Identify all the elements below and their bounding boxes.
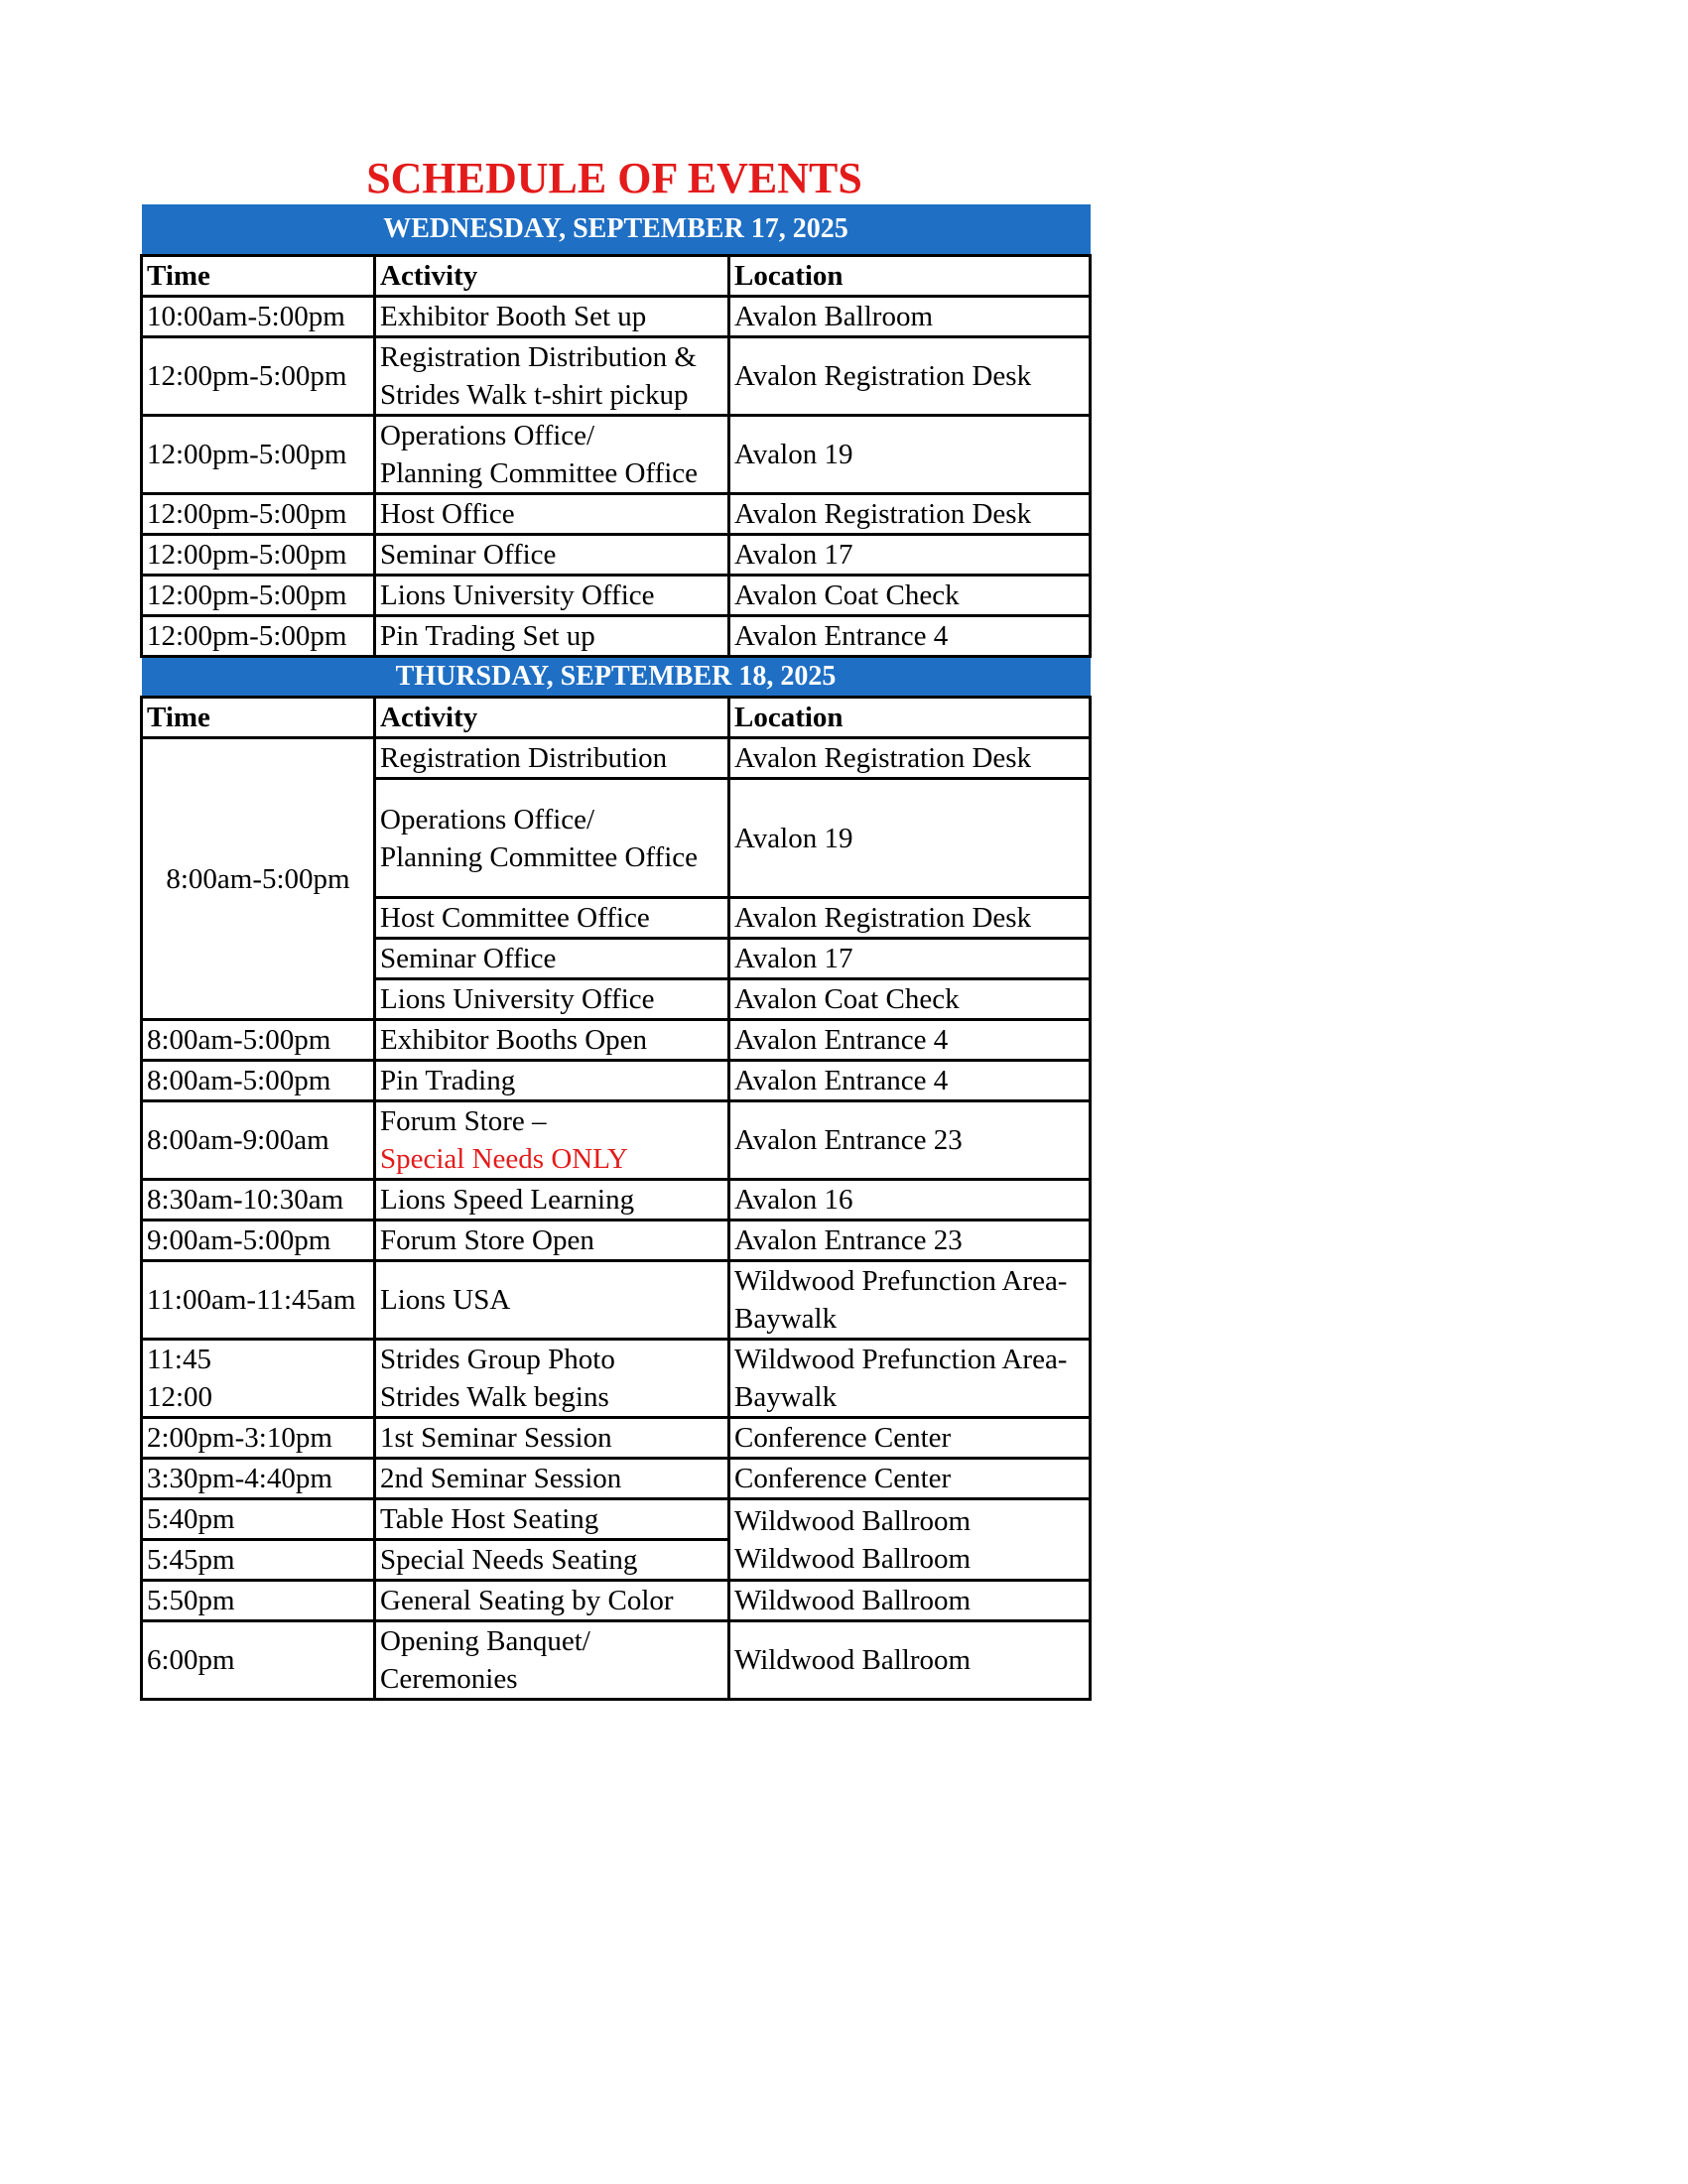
location-cell: Avalon Entrance 4 — [729, 1061, 1091, 1101]
location-line: Wildwood Ballroom — [734, 1542, 972, 1575]
activity-cell: 2nd Seminar Session — [375, 1459, 729, 1499]
table-row — [142, 1020, 1091, 1061]
table-row — [142, 616, 1091, 657]
column-header-activity: Activity — [375, 698, 729, 738]
activity-cell: 1st Seminar Session — [375, 1418, 729, 1459]
activity-cell: Pin Trading Set up — [375, 616, 729, 657]
activity-cell: Lions Speed Learning — [375, 1180, 729, 1220]
activity-line: Operations Office/ — [380, 803, 595, 835]
activity-cell: Host Committee Office — [375, 898, 729, 939]
column-header-time: Time — [142, 698, 375, 738]
table-row — [142, 1261, 1091, 1340]
table-row — [142, 535, 1091, 576]
time-cell: 2:00pm-3:10pm — [142, 1418, 375, 1459]
activity-cell: Exhibitor Booth Set up — [375, 297, 729, 337]
time-cell: 10:00am-5:00pm — [142, 297, 375, 337]
location-cell: Avalon 16 — [729, 1180, 1091, 1220]
table-row — [142, 1418, 1091, 1459]
time-cell: 3:30pm-4:40pm — [142, 1459, 375, 1499]
activity-line: Strides Walk begins — [380, 1381, 609, 1413]
location-cell: Wildwood Ballroom — [729, 1621, 1091, 1700]
table-row — [142, 1220, 1091, 1261]
activity-cell — [375, 1101, 729, 1180]
location-cell: Conference Center — [729, 1418, 1091, 1459]
table-row — [142, 337, 1091, 416]
location-cell: Avalon Registration Desk — [729, 337, 1091, 416]
location-cell: Avalon Registration Desk — [729, 898, 1091, 939]
time-cell: 12:00pm-5:00pm — [142, 337, 375, 416]
table-row — [142, 416, 1091, 494]
time-cell: 9:00am-5:00pm — [142, 1220, 375, 1261]
location-line: Baywalk — [734, 1303, 838, 1335]
location-cell: Avalon Coat Check — [729, 576, 1091, 616]
location-cell — [729, 1261, 1091, 1340]
page-title: SCHEDULE OF EVENTS — [366, 154, 862, 202]
activity-cell — [375, 337, 729, 416]
time-cell: 8:00am-9:00am — [142, 1101, 375, 1180]
activity-cell: Pin Trading — [375, 1061, 729, 1101]
time-line: 11:45 — [147, 1344, 211, 1375]
activity-cell: Registration Distribution — [375, 738, 729, 779]
activity-cell: General Seating by Color — [375, 1581, 729, 1621]
time-cell-group: 8:00am-5:00pm — [142, 738, 375, 1020]
activity-cell: Table Host Seating — [375, 1499, 729, 1540]
location-cell: Wildwood Ballroom — [729, 1581, 1091, 1621]
day-heading: THURSDAY, SEPTEMBER 18, 2025 — [142, 657, 1091, 698]
activity-cell: Seminar Office — [375, 939, 729, 979]
location-cell: Avalon Registration Desk — [729, 738, 1091, 779]
activity-line: Operations Office/ — [380, 420, 595, 451]
location-cell: Avalon Entrance 4 — [729, 1020, 1091, 1061]
column-header-activity: Activity — [375, 256, 729, 297]
activity-cell: Special Needs Seating — [375, 1540, 729, 1581]
location-cell: Avalon Ballroom — [729, 297, 1091, 337]
table-row — [142, 1499, 1091, 1540]
time-cell: 8:00am-5:00pm — [142, 1061, 375, 1101]
location-line: Baywalk — [734, 1381, 838, 1413]
location-cell: Avalon 17 — [729, 939, 1091, 979]
time-cell: 12:00pm-5:00pm — [142, 535, 375, 576]
activity-line: Registration Distribution & — [380, 341, 697, 373]
time-cell: 12:00pm-5:00pm — [142, 616, 375, 657]
time-cell: 6:00pm — [142, 1621, 375, 1700]
time-cell: 5:50pm — [142, 1581, 375, 1621]
activity-line: Ceremonies — [380, 1663, 518, 1695]
table-row — [142, 494, 1091, 535]
table-row — [142, 1459, 1091, 1499]
location-cell: Avalon Coat Check — [729, 979, 1091, 1020]
activity-cell: Host Office — [375, 494, 729, 535]
location-cell — [729, 1499, 1091, 1581]
column-header-location: Location — [729, 256, 1091, 297]
table-row — [142, 1061, 1091, 1101]
time-cell — [142, 1340, 375, 1418]
location-cell: Avalon 19 — [729, 416, 1091, 494]
column-header-row — [142, 698, 1091, 738]
table-row — [142, 1581, 1091, 1621]
time-line: 12:00 — [147, 1381, 213, 1413]
activity-cell: Lions University Office — [375, 576, 729, 616]
location-cell: Avalon Entrance 4 — [729, 616, 1091, 657]
activity-cell: Exhibitor Booths Open — [375, 1020, 729, 1061]
activity-cell — [375, 779, 729, 898]
activity-line: Planning Committee Office — [380, 457, 699, 489]
column-header-location: Location — [729, 698, 1091, 738]
day-header-row — [142, 657, 1091, 698]
time-cell: 8:00am-5:00pm — [142, 1020, 375, 1061]
time-cell: 12:00pm-5:00pm — [142, 416, 375, 494]
table-row — [142, 1621, 1091, 1700]
location-cell: Conference Center — [729, 1459, 1091, 1499]
table-row — [142, 738, 1091, 779]
location-line: Wildwood Prefunction Area- — [734, 1344, 1068, 1375]
activity-cell: Lions USA — [375, 1261, 729, 1340]
column-header-time: Time — [142, 256, 375, 297]
activity-line: Strides Group Photo — [380, 1344, 615, 1375]
location-cell — [729, 1340, 1091, 1418]
day-header-row — [142, 204, 1091, 256]
table-row — [142, 1180, 1091, 1220]
schedule-table — [140, 204, 1092, 1701]
table-row — [142, 576, 1091, 616]
time-cell: 11:00am-11:45am — [142, 1261, 375, 1340]
activity-line: Strides Walk t-shirt pickup — [380, 379, 689, 411]
time-cell: 5:45pm — [142, 1540, 375, 1581]
time-cell: 12:00pm-5:00pm — [142, 494, 375, 535]
location-line: Wildwood Ballroom — [734, 1504, 972, 1537]
activity-cell: Lions University Office — [375, 979, 729, 1020]
time-cell: 12:00pm-5:00pm — [142, 576, 375, 616]
location-line: Wildwood Prefunction Area- — [734, 1265, 1068, 1297]
activity-cell — [375, 1621, 729, 1700]
time-cell: 5:40pm — [142, 1499, 375, 1540]
location-cell: Avalon 17 — [729, 535, 1091, 576]
activity-line: Forum Store – — [380, 1105, 547, 1137]
time-cell: 8:30am-10:30am — [142, 1180, 375, 1220]
activity-cell — [375, 1340, 729, 1418]
location-cell: Avalon Registration Desk — [729, 494, 1091, 535]
column-header-row — [142, 256, 1091, 297]
location-cell: Avalon Entrance 23 — [729, 1220, 1091, 1261]
activity-line: Opening Banquet/ — [380, 1625, 590, 1657]
activity-cell — [375, 416, 729, 494]
activity-cell: Seminar Office — [375, 535, 729, 576]
activity-line: Planning Committee Office — [380, 840, 699, 873]
activity-cell: Forum Store Open — [375, 1220, 729, 1261]
table-row — [142, 1340, 1091, 1418]
location-cell: Avalon Entrance 23 — [729, 1101, 1091, 1180]
day-heading: WEDNESDAY, SEPTEMBER 17, 2025 — [142, 204, 1091, 256]
table-row — [142, 1101, 1091, 1180]
special-needs-note: Special Needs ONLY — [380, 1143, 628, 1175]
location-cell: Avalon 19 — [729, 779, 1091, 898]
table-row — [142, 297, 1091, 337]
